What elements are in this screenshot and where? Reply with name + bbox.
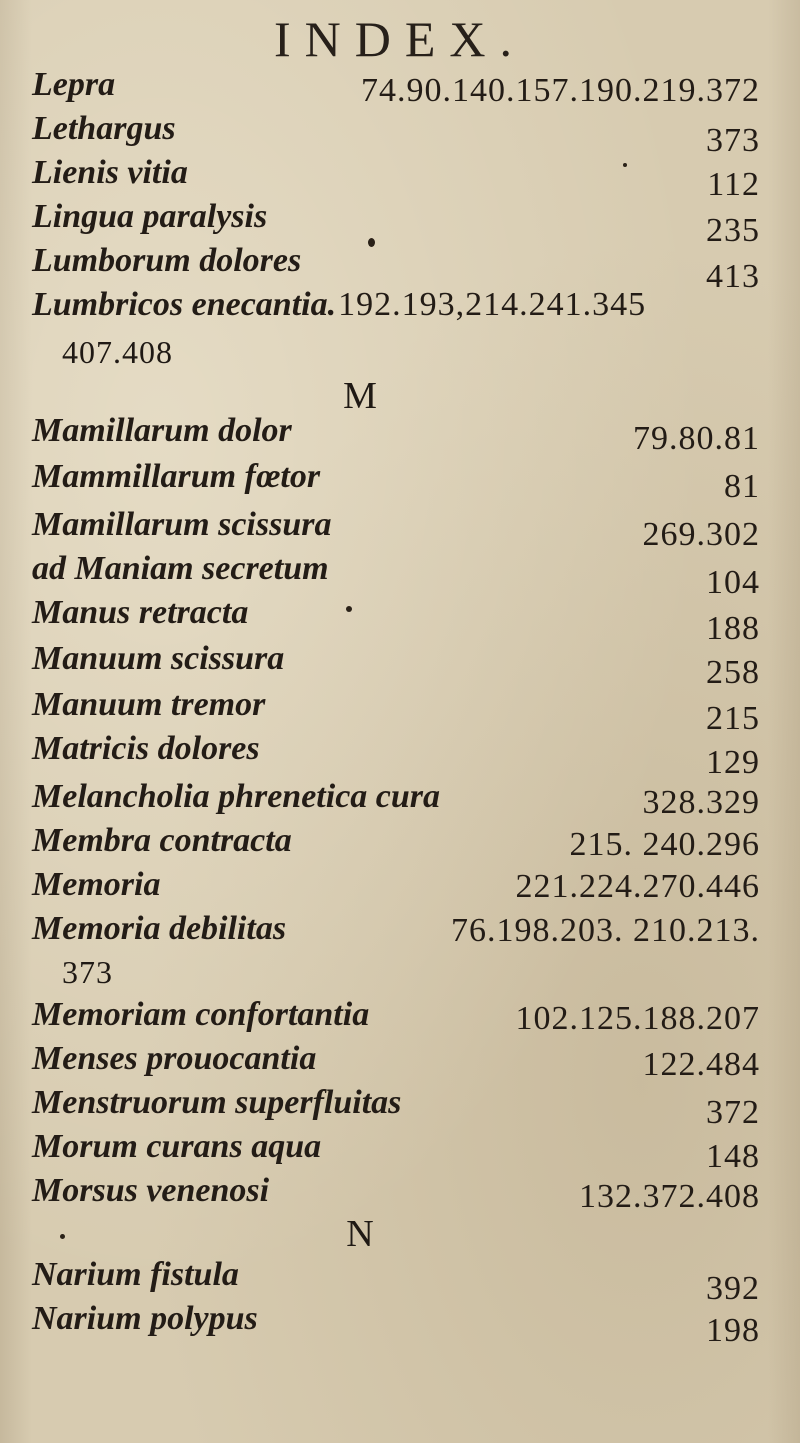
entry-term: Manuum tremor bbox=[32, 686, 266, 723]
entry-term: Melancholia phrenetica cura bbox=[32, 778, 441, 815]
entry-pages: 102.125.188.207 bbox=[515, 1000, 760, 1037]
entry-pages: 129 bbox=[706, 744, 760, 781]
entry-term: Membra contracta bbox=[32, 822, 292, 859]
entry-pages: 221.224.270.446 bbox=[515, 868, 760, 905]
entry-pages: 79.80.81 bbox=[633, 420, 760, 457]
entry-pages: 215. 240.296 bbox=[569, 826, 760, 863]
entry-pages: 74.90.140.157.190.219.372 bbox=[361, 72, 760, 109]
entry-pages: 328.329 bbox=[642, 784, 760, 821]
entry-pages: 76.198.203. 210.213. bbox=[451, 912, 760, 949]
entry-term: Manus retracta bbox=[32, 594, 249, 631]
entry-term: Menses prouocantia bbox=[32, 1040, 317, 1077]
entry-pages: 188 bbox=[706, 610, 760, 647]
entry-term: Mammillarum fœtor bbox=[32, 458, 321, 495]
entry-pages: 122.484 bbox=[642, 1046, 760, 1083]
entry-term: Lethargus bbox=[32, 110, 176, 147]
entry-term: Lepra bbox=[32, 66, 116, 103]
entry-term: Mamillarum dolor bbox=[32, 412, 292, 449]
entry-term: Morsus venenosi bbox=[32, 1172, 270, 1209]
entry-term: Memoria bbox=[32, 866, 161, 903]
entry-term: Matricis dolores bbox=[32, 730, 260, 767]
entry-term: Lumborum dolores bbox=[32, 242, 302, 279]
ink-speck bbox=[368, 238, 375, 247]
entry-pages: 198 bbox=[706, 1312, 760, 1349]
page-title: INDEX. bbox=[273, 11, 527, 67]
entry-term: Mamillarum scissura bbox=[32, 506, 332, 543]
entry-term: Narium fistula bbox=[32, 1256, 239, 1293]
entry-pages: 192.193,214.241.345 bbox=[338, 286, 647, 323]
entry-term: Narium polypus bbox=[32, 1300, 258, 1337]
section-letter-m: M bbox=[343, 375, 377, 417]
entry-term: Lienis vitia bbox=[32, 154, 188, 191]
entry-pages: 258 bbox=[706, 654, 760, 691]
entry-term: ad Maniam secretum bbox=[32, 550, 329, 587]
entry-pages: 104 bbox=[706, 564, 760, 601]
entry-continuation: 407.408 bbox=[62, 334, 173, 370]
entry-term: Menstruorum superfluitas bbox=[32, 1084, 402, 1121]
entry-pages: 413 bbox=[706, 258, 760, 295]
entry-term: Memoria debilitas bbox=[32, 910, 287, 947]
entry-pages: 148 bbox=[706, 1138, 760, 1175]
entry-pages: 392 bbox=[706, 1270, 760, 1307]
ink-speck bbox=[623, 163, 627, 167]
entry-continuation: 373 bbox=[62, 954, 113, 990]
entry-term bbox=[32, 286, 646, 324]
entry-pages: 215 bbox=[706, 700, 760, 737]
entry-term: Lingua paralysis bbox=[32, 198, 268, 235]
entry-term: Memoriam confortantia bbox=[32, 996, 370, 1033]
entry-pages: 235 bbox=[706, 212, 760, 249]
entry-pages: 112 bbox=[707, 166, 760, 203]
entry-pages: 269.302 bbox=[642, 516, 760, 553]
entry-pages: 372 bbox=[706, 1094, 760, 1131]
section-letter-n: N bbox=[346, 1213, 374, 1255]
ink-speck bbox=[60, 1234, 65, 1239]
entry-pages: 132.372.408 bbox=[579, 1178, 760, 1215]
entry-term-text: Lumbricos enecantia. bbox=[32, 286, 337, 323]
entry-term: Morum curans aqua bbox=[32, 1128, 322, 1165]
ink-speck bbox=[346, 606, 352, 612]
entry-pages: 373 bbox=[706, 122, 760, 159]
entry-pages: 81 bbox=[724, 468, 760, 505]
entry-term: Manuum scissura bbox=[32, 640, 285, 677]
